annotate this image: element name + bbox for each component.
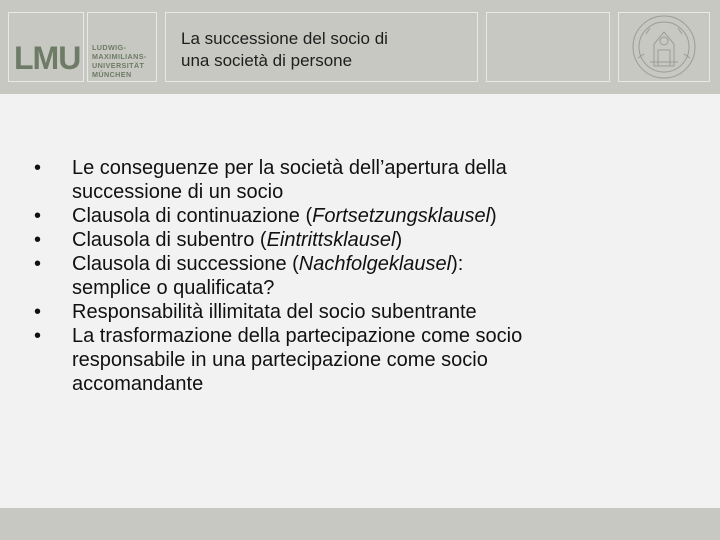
university-name-line: UNIVERSITÄT xyxy=(92,61,145,70)
german-term: Fortsetzungsklausel xyxy=(312,205,491,227)
bullet-item xyxy=(34,252,684,300)
university-name-line: MÜNCHEN xyxy=(92,70,132,79)
bullet-text: Clausola di successione ( xyxy=(72,253,299,275)
bullet-text: Clausola di continuazione ( xyxy=(72,205,313,227)
bullet-text: ): xyxy=(451,253,464,275)
bullet-text: semplice o qualificata? xyxy=(72,277,275,299)
empty-frame xyxy=(486,12,610,82)
slide-title xyxy=(181,28,388,72)
german-term: Eintrittsklausel xyxy=(266,229,396,251)
german-term: Nachfolgeklausel xyxy=(298,253,452,275)
bullet-item xyxy=(34,228,684,252)
bullet-marker: • xyxy=(34,229,42,251)
bullet-item xyxy=(34,324,684,396)
bullet-text: responsabile in una partecipazione come socio xyxy=(72,349,488,371)
university-name-line: MAXIMILIANS- xyxy=(92,52,147,61)
bullet-marker: • xyxy=(34,157,42,179)
bullet-text: accomandante xyxy=(72,373,204,395)
header-band xyxy=(0,0,720,94)
bullet-marker: • xyxy=(34,301,42,323)
slide-title-line: una società di persone xyxy=(181,51,353,70)
bullet-text: successione di un socio xyxy=(72,181,284,203)
university-name-line: LUDWIG- xyxy=(92,43,127,52)
bullet-text: ) xyxy=(490,205,497,227)
footer-band xyxy=(0,508,720,540)
bullet-list xyxy=(34,156,684,396)
bullet-marker: • xyxy=(34,325,42,347)
slide-title-line: La successione del socio di xyxy=(181,29,388,48)
bullet-text: ) xyxy=(395,229,403,251)
university-seal-icon xyxy=(626,14,702,80)
bullet-item xyxy=(34,204,684,228)
bullet-text: Clausola di subentro ( xyxy=(72,229,267,251)
bullet-marker: • xyxy=(34,253,42,275)
bullet-text: Le conseguenze per la società dell’apertura della xyxy=(72,157,507,179)
lmu-logo: LMU xyxy=(14,40,81,76)
bullet-item xyxy=(34,156,684,204)
bullet-marker: • xyxy=(34,205,42,227)
bullet-text: La trasformazione della partecipazione come socio xyxy=(72,325,523,347)
bullet-item xyxy=(34,300,684,324)
bullet-text: Responsabilità illimitata del socio subentrante xyxy=(72,301,477,323)
